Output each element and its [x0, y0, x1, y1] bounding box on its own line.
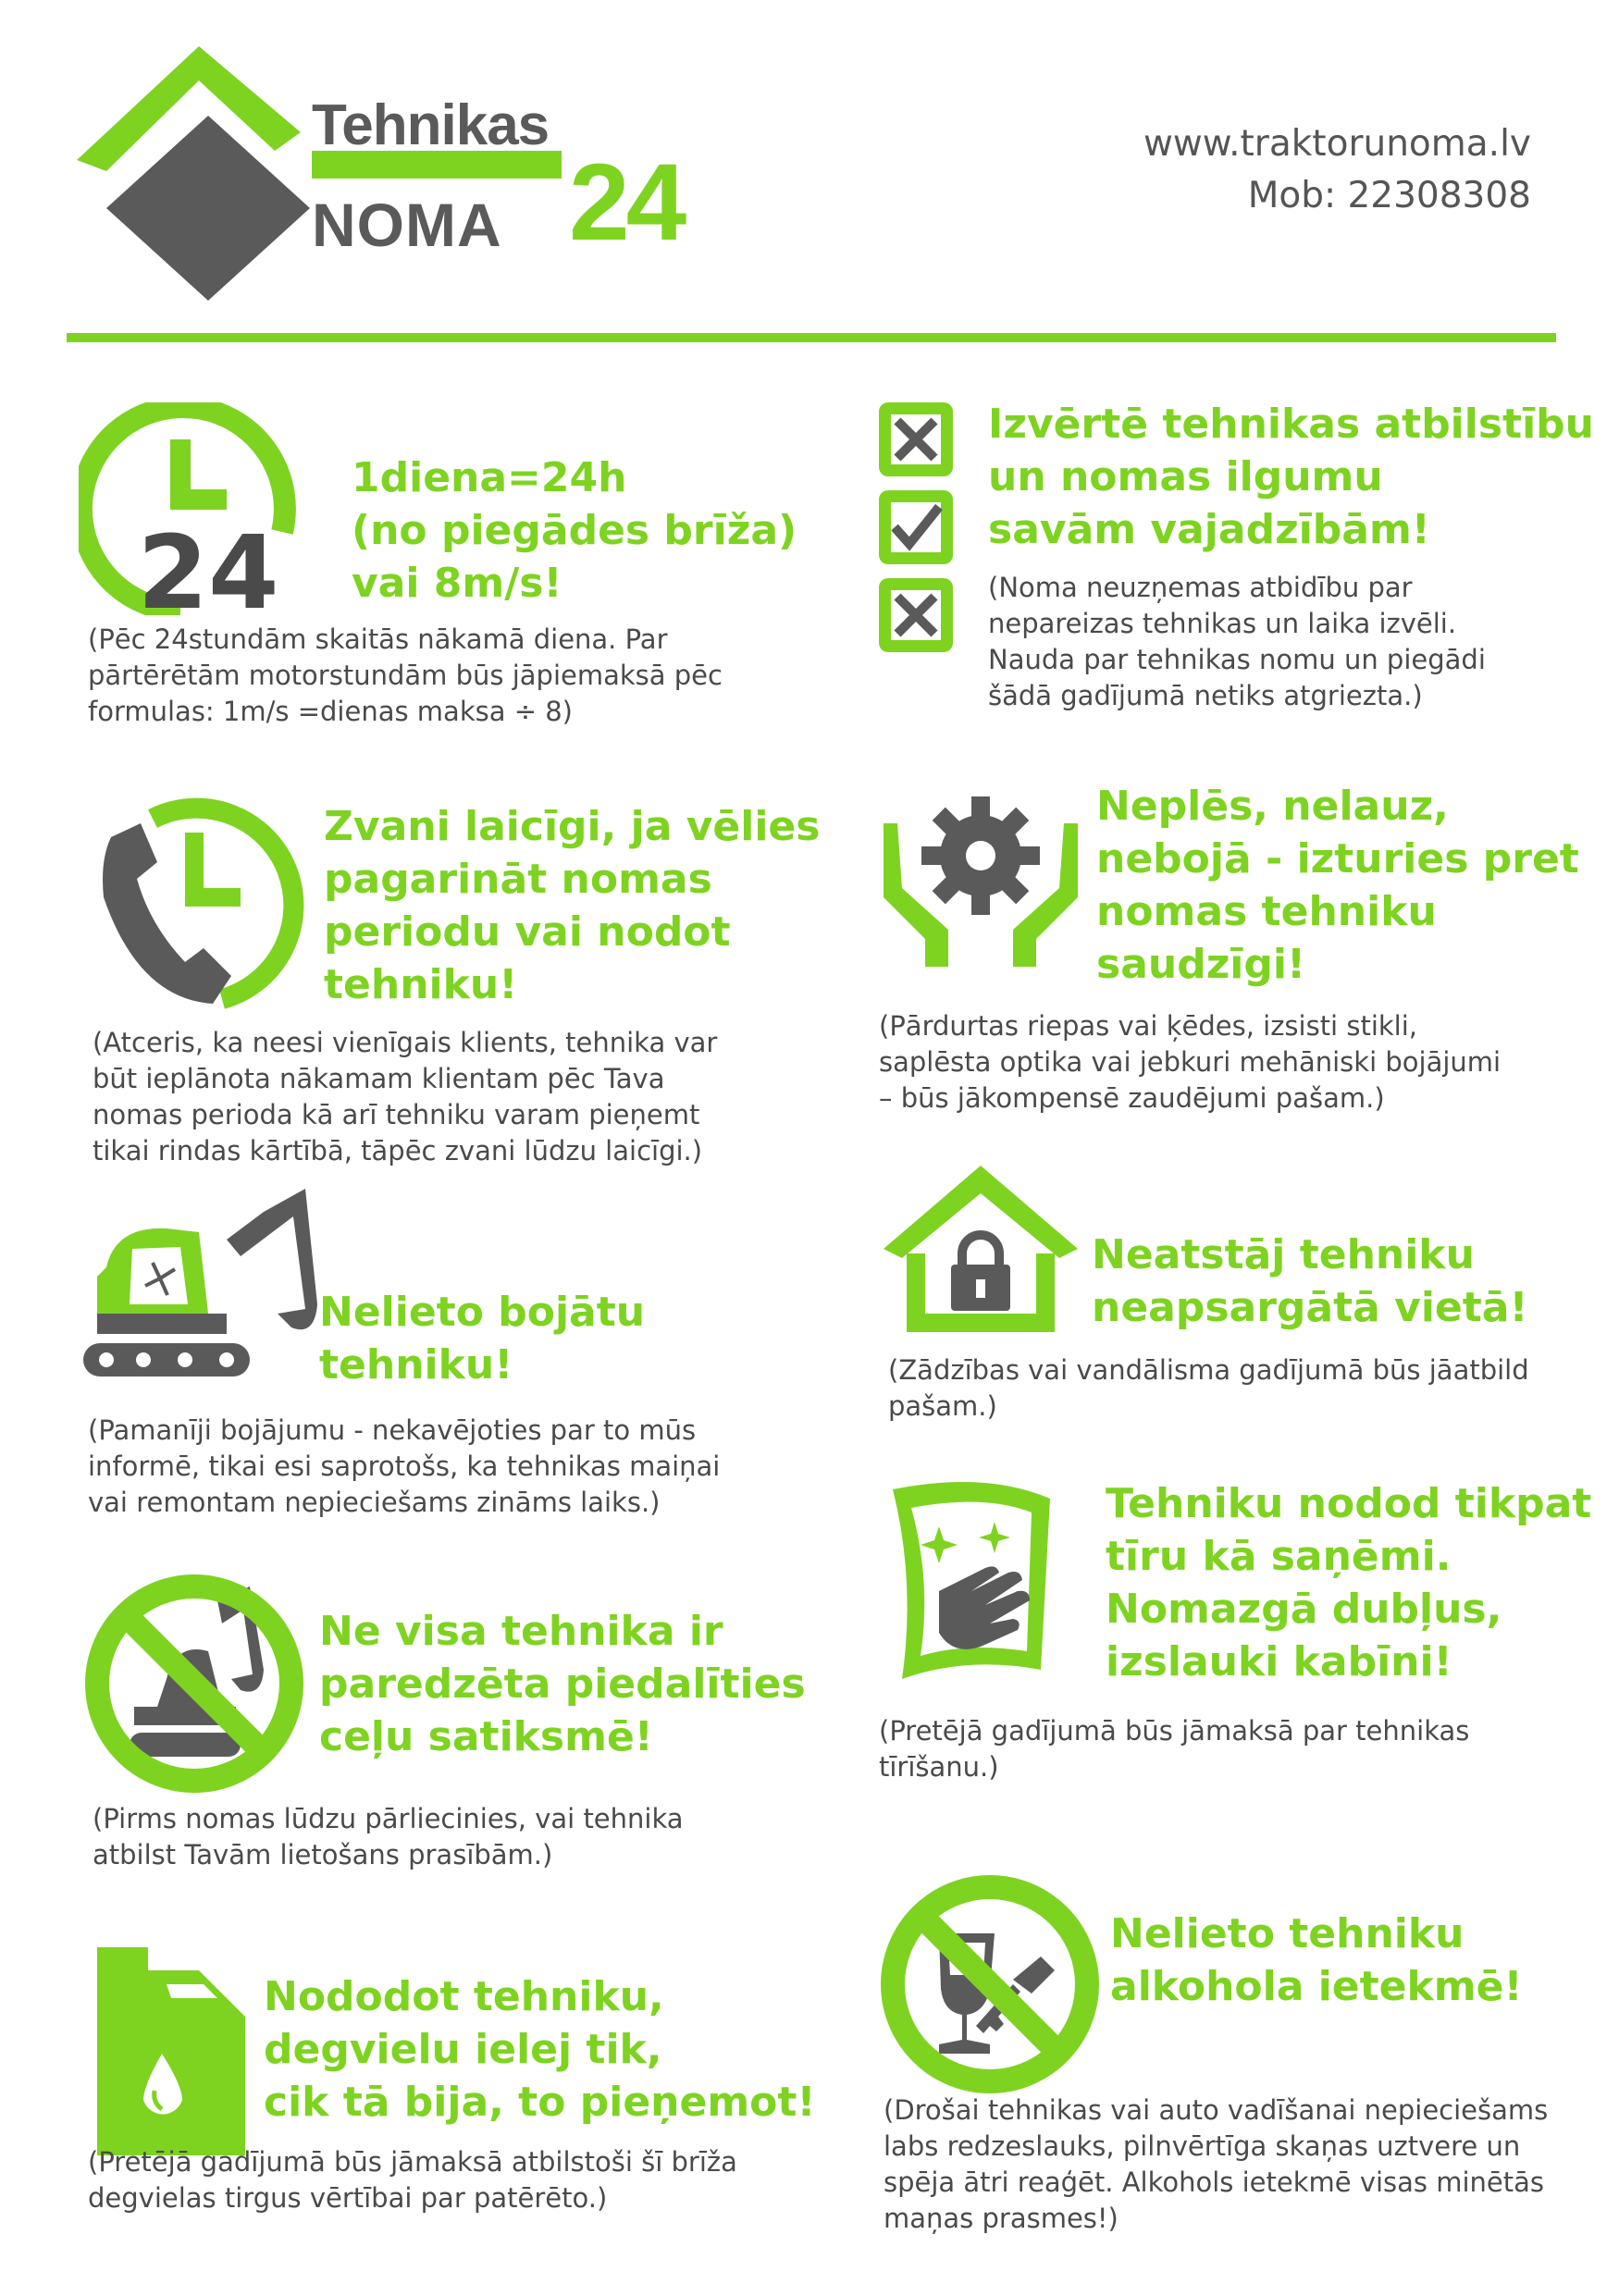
- item-description: (Pamanīji bojājumu - nekavējoties par to mūs informē, tikai esi saprotošs, ka tehnikas maiņai vai remontam nepieciešams zināms laiks.): [88, 1414, 721, 1518]
- contact-block: [1143, 118, 1531, 222]
- clock-24-icon: [79, 402, 319, 615]
- item-title: Izvērtē tehnikas atbilstību un nomas ilgumu savām vajadzībām!: [988, 401, 1594, 553]
- item-title: 1diena=24h (no piegādes brīža) vai 8m/s!: [352, 454, 797, 607]
- item-title: Nododot tehniku, degvielu ielej tik, cik tā bija, to pieņemot!: [264, 1973, 816, 2126]
- logo[interactable]: [69, 42, 717, 310]
- item-description: (Zādzības vai vandālisma gadījumā būs jāatbild pašam.): [888, 1354, 1529, 1422]
- item-title: Neatstāj tehniku neapsargātā vietā!: [1092, 1231, 1528, 1331]
- item-description: (Pēc 24stundām skaitās nākamā diena. Par pārtērētām motorstundām būs jāpiemaksā pēc formulas: 1m/s =dienas maksa ÷ 8): [88, 623, 723, 727]
- website-link[interactable]: www.traktorunoma.lv: [1143, 123, 1531, 165]
- phone-clock-icon: [83, 796, 305, 1018]
- item-description: (Pirms nomas lūdzu pārliecinies, vai tehnika atbilst Tavām lietošans prasībām.): [93, 1803, 684, 1870]
- clock-24-number: 24: [137, 513, 279, 615]
- logo-number-24: 24: [569, 142, 684, 264]
- checklist-icon: [874, 398, 958, 666]
- item-title: Tehniku nodod tikpat tīru kā saņēmi. Nomazgā dubļus, izslauki kabīni!: [1106, 1480, 1592, 1685]
- no-alcohol-driving-icon: [874, 1869, 1106, 2100]
- item-description: (Pretējā gadījumā būs jāmaksā par tehnikas tīrīšanu.): [879, 1715, 1470, 1783]
- header-divider: [67, 333, 1556, 342]
- item-title: Nelieto bojātu tehniku!: [319, 1289, 646, 1389]
- phone-number[interactable]: Mob: 22308308: [1247, 175, 1531, 216]
- item-title: Nelieto tehniku alkohola ietekmē!: [1110, 1910, 1523, 2010]
- no-excavator-road-icon: [79, 1568, 310, 1799]
- broken-excavator-icon: [79, 1175, 328, 1388]
- item-title: Ne visa tehnika ir paredzēta piedalīties ceļu satiksmē!: [319, 1608, 806, 1760]
- item-title: Neplēs, nelauz, nebojā - izturies pret nomas tehniku saudzīgi!: [1096, 783, 1579, 988]
- house-lock-icon: [874, 1161, 1087, 1337]
- hands-gear-icon: [874, 786, 1087, 971]
- item-description: (Drošai tehnikas vai auto vadīšanai nepieciešams labs redzeslauks, pilnvērtīga skaņas uztvere un spēja ātri reaģēt. Alkohols ietekmē visas minētās maņas prasmes!): [884, 2094, 1549, 2234]
- item-description: (Pārdurtas riepas vai ķēdes, izsisti stikli, saplēsta optika vai jebkuri mehāniski bojājumi – būs jākompensē zaudējumi pašam.): [879, 1010, 1502, 1114]
- cleaning-hand-icon: [874, 1471, 1078, 1684]
- logo-word-noma: NOMA: [312, 191, 502, 259]
- item-title: Zvani laicīgi, ja vēlies pagarināt nomas periodu vai nodot tehniku!: [324, 803, 821, 1008]
- item-description: (Pretējā gadījumā būs jāmaksā atbilstoši šī brīža degvielas tirgus vērtībai par patērēto.): [88, 2146, 737, 2214]
- item-description: (Atceris, ka neesi vienīgais klients, tehnika var būt ieplānota nākamam klientam pēc Tava nomas perioda kā arī tehniku varam pieņemt tikai rindas kārtībā, tāpēc zvani lūdzu laicīgi.): [93, 1027, 718, 1167]
- fuel-canister-icon: [79, 1929, 264, 2160]
- logo-word-tehnikas: Tehnikas: [312, 93, 550, 157]
- item-description: (Noma neuzņemas atbidību par nepareizas tehnikas un laika izvēli. Nauda par tehnikas nomu un piegādi šādā gadījumā netiks atgriezta.): [988, 572, 1486, 711]
